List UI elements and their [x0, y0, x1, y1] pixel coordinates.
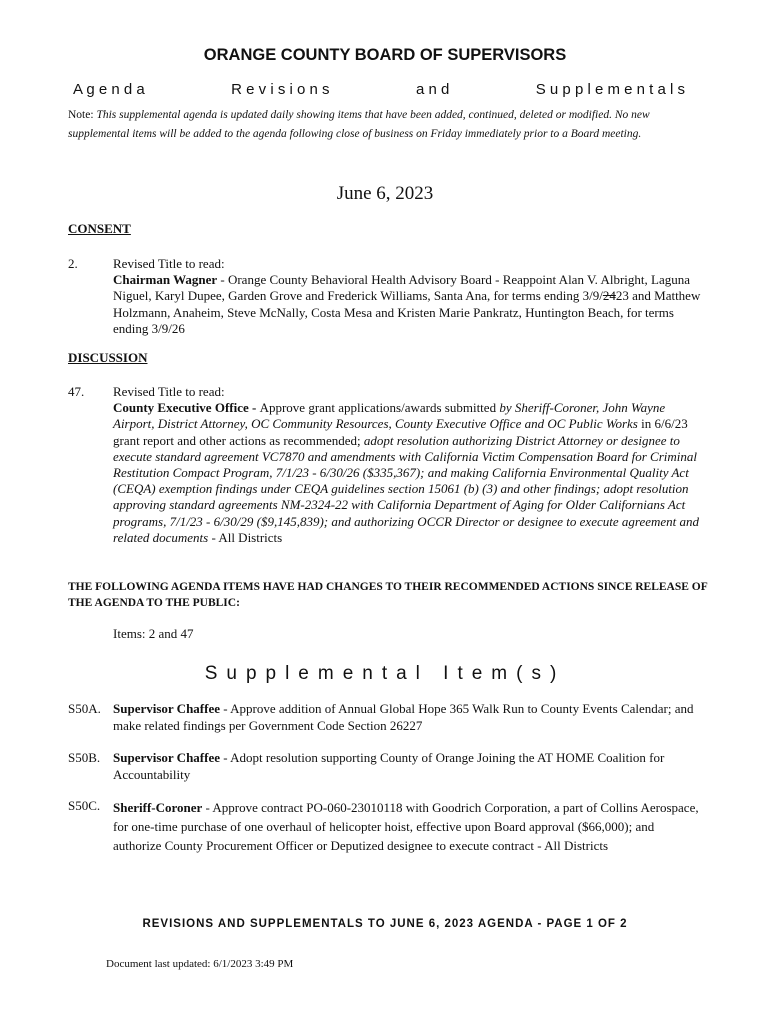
- supplemental-label: S50B.: [68, 750, 101, 765]
- item-text: - Approve contract PO-060-23010118 with Goodrich Corporation, a part of Collins Aerospace, for one-time purchase of one overhaul of helicopter hoist, effective upon Board approval ($66,000); and authorize County Procurement Officer or Deputized designee to execute contract - All Districts: [113, 800, 699, 853]
- page-title: ORANGE COUNTY BOARD OF SUPERVISORS: [203, 46, 567, 64]
- item-sponsor: County Executive Office -: [113, 400, 260, 416]
- item-text-a: - Orange County Behavioral Health Advisory Board - Reappoint Alan V. Albright, Laguna Niguel, Karyl Dupee, Garden Grove and Frederick Williams, Santa Ana, for terms ending 3/9/: [113, 272, 690, 304]
- item-italic-b: adopt resolution authorizing District Attorney or designee to execute standard agreement VC7870 and amendments with California Victim Compensation Board for Criminal Restitution Compact Program, 7/1/23 - 6/30/26 ($335,367); and making California Environmental Quality Act (CEQA) exemption findings under CEQA guidelines section 15061 (b) (3) and other findings; adopt resolution approving standard agreements NM-2324-22 with California Department of Aging for Older Californians Act programs, 7/1/23 - 6/30/29 ($9,145,839); and authorizing OCCR Director or designee to execute agreement and related documents: [113, 432, 700, 545]
- item-intro: Revised Title to read:: [113, 256, 225, 271]
- item-sponsor: Supervisor Chaffee: [113, 750, 221, 765]
- supplemental-item: [113, 798, 703, 855]
- item-sponsor: Supervisor Chaffee: [113, 701, 221, 716]
- item-sponsor: Chairman Wagner: [113, 272, 218, 288]
- item-text: [113, 272, 703, 337]
- agenda-date: June 6, 2023: [336, 183, 434, 204]
- item-text-b: in 6/6/23 grant report and other actions as recommended;: [113, 416, 688, 448]
- item-text-c: - All Districts: [208, 529, 283, 545]
- supplemental-item: [113, 701, 703, 734]
- consent-heading: CONSENT: [68, 221, 131, 236]
- item-intro: Revised Title to read:: [113, 384, 225, 399]
- changes-notice: THE FOLLOWING AGENDA ITEMS HAVE HAD CHANGES TO THEIR RECOMMENDED ACTIONS SINCE RELEASE OF THE AGENDA TO THE PUBLIC:: [68, 581, 708, 609]
- subtitle: [73, 81, 685, 98]
- discussion-item-47: [113, 384, 703, 546]
- supplemental-label: S50C.: [68, 798, 101, 813]
- consent-item-2: [113, 256, 703, 337]
- struck-text: 24: [602, 288, 616, 304]
- subtitle-word: S u p p l e m e n t a l s: [535, 81, 685, 98]
- last-updated: Document last updated: 6/1/2023 3:49 PM: [106, 958, 294, 970]
- page-footer: REVISIONS AND SUPPLEMENTALS TO JUNE 6, 2023 AGENDA - PAGE 1 OF 2: [142, 918, 628, 930]
- subtitle-word: a n d: [415, 81, 450, 98]
- note-label: Note:: [68, 109, 94, 121]
- item-text-b: 23: [615, 288, 629, 304]
- supplemental-label: S50A.: [68, 701, 101, 716]
- item-italic-a: by Sheriff-Coroner, John Wayne Airport, District Attorney, OC Community Resources, County Executive Office and OC Public Works: [113, 400, 666, 432]
- subtitle-word: R e v i s i o n s: [231, 81, 330, 98]
- item-text: - Adopt resolution supporting County of Orange Joining the AT HOME Coalition for Accountability: [113, 750, 665, 782]
- item-text-c: and Matthew Holzmann, Anaheim, Steve McNally, Costa Mesa and Kristen Marie Pankratz, Huntington Beach, for terms ending 3/9/26: [113, 288, 701, 336]
- subtitle-word: A g e n d a: [73, 81, 145, 98]
- item-number: 2.: [68, 256, 78, 271]
- note: [68, 106, 708, 144]
- changed-items: Items: 2 and 47: [113, 626, 194, 641]
- item-number: 47.: [68, 384, 85, 399]
- item-text: - Approve addition of Annual Global Hope 365 Walk Run to County Events Calendar; and make related findings per Government Code Section 26227: [113, 701, 694, 733]
- item-text: [113, 400, 703, 546]
- supplemental-item: [113, 750, 703, 783]
- item-sponsor: Sheriff-Coroner: [113, 800, 203, 815]
- discussion-heading: DISCUSSION: [68, 350, 148, 365]
- supplemental-title: Supplemental Item(s): [204, 663, 566, 684]
- note-text: This supplemental agenda is updated daily showing items that have been added, continued, deleted or modified. No new supplemental items will be added to the agenda following close of business on Friday immediately prior to a Board meeting.: [68, 109, 650, 140]
- item-text-a: Approve grant applications/awards submitted: [259, 400, 500, 416]
